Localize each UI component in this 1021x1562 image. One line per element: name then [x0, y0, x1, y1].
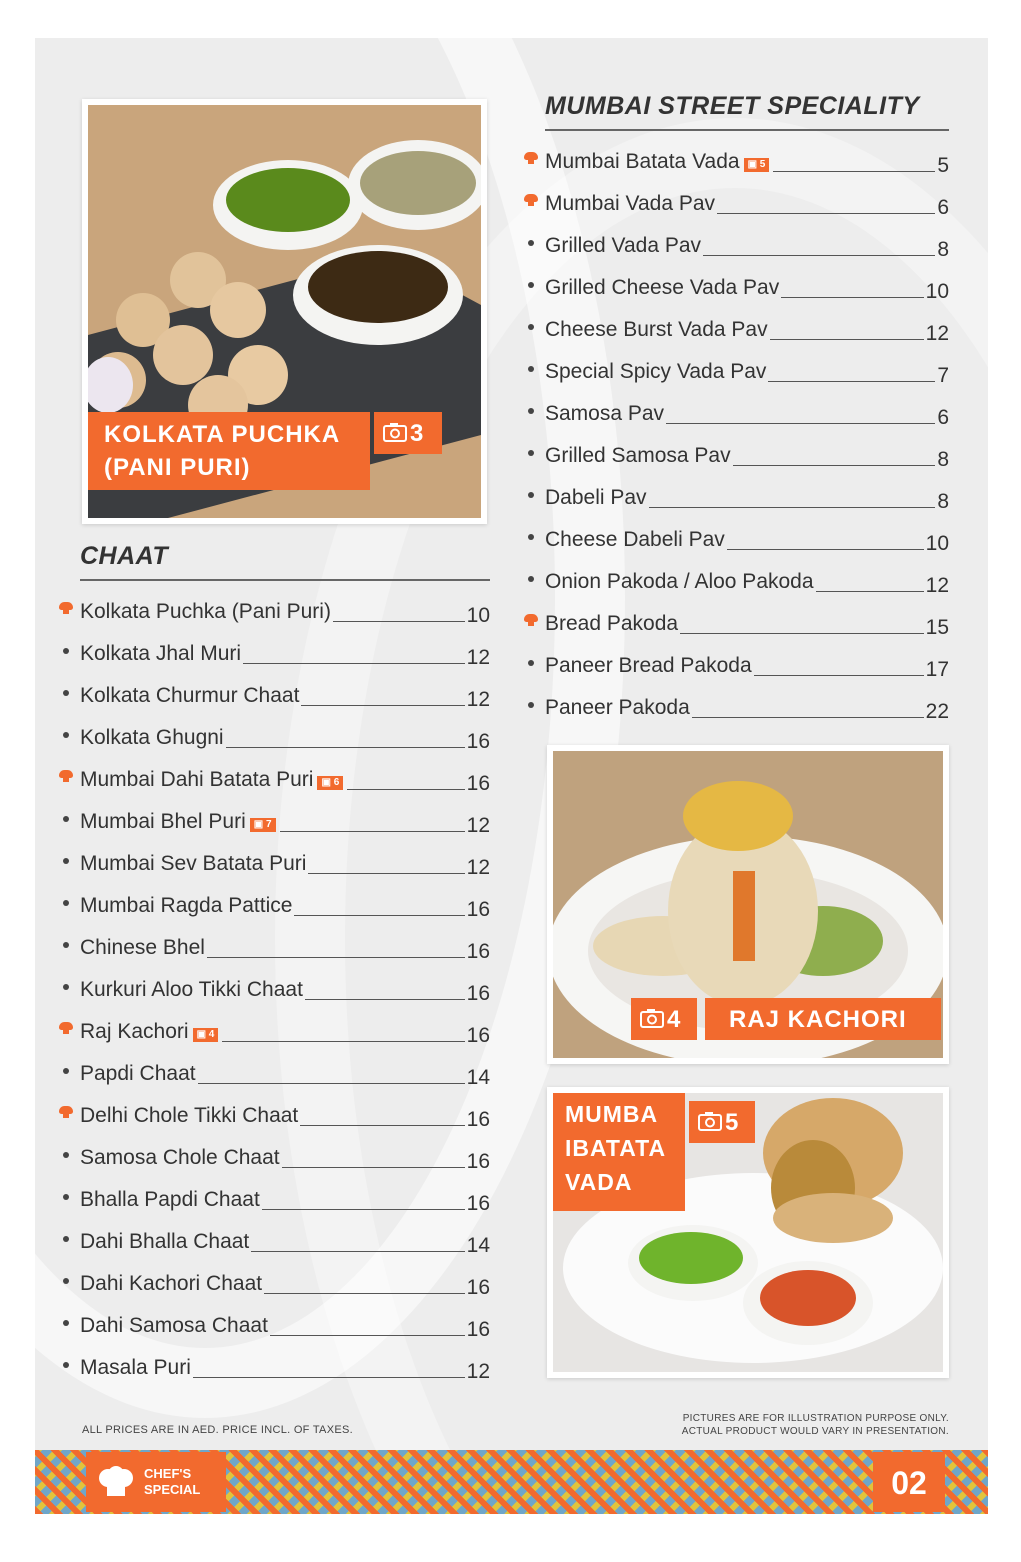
- menu-item-price: 8: [937, 448, 949, 471]
- menu-item: [545, 306, 949, 348]
- bullet-icon: [63, 984, 69, 990]
- item-marker: [523, 522, 539, 546]
- menu-item-price: 17: [925, 658, 949, 681]
- chef-hat-icon: [98, 1466, 134, 1498]
- menu-item-name: Paneer Bread Pakoda: [545, 654, 752, 677]
- leader-line: [666, 423, 935, 424]
- puchka-photo-number: 3: [410, 420, 425, 447]
- batata-vada-title-tag: [553, 1093, 685, 1211]
- menu-item-price: 16: [466, 1276, 490, 1299]
- item-marker: [523, 648, 539, 672]
- menu-item-price: 12: [466, 1360, 490, 1383]
- menu-item: [80, 714, 490, 756]
- menu-item: [545, 432, 949, 474]
- menu-item-price: 16: [466, 1108, 490, 1131]
- leader-line: [300, 1125, 464, 1126]
- menu-item: [80, 588, 490, 630]
- menu-item-name: Mumbai Vada Pav: [545, 192, 716, 215]
- chef-special-icon: [524, 614, 538, 624]
- leader-line: [703, 255, 935, 256]
- menu-item-price: 8: [937, 490, 949, 513]
- camera-icon: ▣: [321, 777, 334, 788]
- photo-reference-badge: [250, 818, 276, 832]
- menu-item-name: Cheese Dabeli Pav: [545, 528, 725, 551]
- menu-item: [80, 1050, 490, 1092]
- bullet-icon: [528, 660, 534, 666]
- photo-reference-number: 6: [333, 777, 340, 788]
- pictures-note: [682, 1412, 949, 1438]
- menu-item-name: Mumbai Dahi Batata Puri: [80, 768, 314, 791]
- menu-item: [545, 222, 949, 264]
- bullet-icon: [528, 450, 534, 456]
- chaat-menu-list: [80, 588, 490, 1386]
- batata-vada-photo-badge: [689, 1101, 755, 1143]
- leader-line: [816, 591, 924, 592]
- leader-line: [333, 621, 465, 622]
- item-marker: [523, 564, 539, 588]
- bullet-icon: [63, 1320, 69, 1326]
- leader-line: [733, 465, 936, 466]
- batata-vada-title-line2: IBATATA: [565, 1135, 667, 1161]
- item-marker: [58, 888, 74, 912]
- leader-line: [754, 675, 924, 676]
- photo-reference-badge: [744, 158, 770, 172]
- menu-item-name: Delhi Chole Tikki Chaat: [80, 1104, 299, 1127]
- photo-reference-number: 7: [265, 819, 272, 830]
- leader-line: [717, 213, 935, 214]
- menu-item-price: 16: [466, 1150, 490, 1173]
- menu-item: [545, 264, 949, 306]
- camera-icon: [383, 422, 407, 442]
- menu-item-price: 12: [925, 322, 949, 345]
- item-marker: [523, 438, 539, 462]
- menu-item-price: 22: [925, 700, 949, 723]
- bullet-icon: [528, 534, 534, 540]
- menu-item-price: 12: [466, 646, 490, 669]
- menu-item: [545, 600, 949, 642]
- pictures-note-line2: ACTUAL PRODUCT WOULD VARY IN PRESENTATION.: [681, 1426, 949, 1437]
- bullet-icon: [528, 282, 534, 288]
- item-marker: [58, 1224, 74, 1248]
- item-marker: [58, 1140, 74, 1164]
- bullet-icon: [528, 408, 534, 414]
- leader-line: [727, 549, 924, 550]
- mumbai-section-title: MUMBAI STREET SPECIALITY: [545, 92, 920, 120]
- puchka-title-tag: [88, 412, 370, 490]
- menu-item-name: Masala Puri: [80, 1356, 191, 1379]
- page-number-box: [873, 1452, 945, 1512]
- bullet-icon: [63, 690, 69, 696]
- menu-item-name: Mumbai Batata Vada: [545, 150, 740, 173]
- bullet-icon: [528, 366, 534, 372]
- menu-item-price: 6: [937, 196, 949, 219]
- item-marker: [58, 930, 74, 954]
- menu-item-name: Mumbai Sev Batata Puri: [80, 852, 307, 875]
- menu-item-name: Special Spicy Vada Pav: [545, 360, 767, 383]
- raj-kachori-photo: [547, 745, 949, 1064]
- chefs-special-label: [144, 1466, 200, 1498]
- menu-item: [80, 798, 490, 840]
- item-marker: [523, 480, 539, 504]
- menu-item-name: Grilled Samosa Pav: [545, 444, 731, 467]
- menu-item-name: Bhalla Papdi Chaat: [80, 1188, 260, 1211]
- menu-item-price: 14: [466, 1234, 490, 1257]
- bullet-icon: [528, 702, 534, 708]
- menu-item: [80, 966, 490, 1008]
- leader-line: [773, 171, 935, 172]
- bullet-icon: [528, 324, 534, 330]
- item-marker: [523, 312, 539, 336]
- leader-line: [226, 747, 465, 748]
- menu-item-name: Raj Kachori: [80, 1020, 189, 1043]
- camera-icon: ▣: [747, 159, 760, 170]
- menu-item-price: 12: [466, 856, 490, 879]
- item-marker: [523, 690, 539, 714]
- menu-item-price: 12: [466, 814, 490, 837]
- leader-line: [347, 789, 464, 790]
- leader-line: [207, 957, 465, 958]
- bullet-icon: [63, 1236, 69, 1242]
- item-marker: [58, 678, 74, 702]
- menu-item-name: Dahi Kachori Chaat: [80, 1272, 263, 1295]
- leader-line: [270, 1335, 465, 1336]
- menu-item-name: Cheese Burst Vada Pav: [545, 318, 768, 341]
- leader-line: [222, 1041, 464, 1042]
- menu-item-name: Kurkuri Aloo Tikki Chaat: [80, 978, 303, 1001]
- menu-item-price: 10: [925, 532, 949, 555]
- item-marker: [523, 606, 539, 630]
- item-marker: [523, 186, 539, 210]
- puchka-title-line2: (PANI PURI): [104, 454, 251, 481]
- bullet-icon: [63, 648, 69, 654]
- leader-line: [251, 1251, 464, 1252]
- leader-line: [308, 873, 464, 874]
- menu-item-price: 16: [466, 898, 490, 921]
- bullet-icon: [528, 576, 534, 582]
- leader-line: [692, 717, 924, 718]
- menu-item: [545, 516, 949, 558]
- item-marker: [58, 720, 74, 744]
- chef-special-icon: [524, 152, 538, 162]
- chef-special-icon: [59, 1106, 73, 1116]
- item-marker: [523, 144, 539, 168]
- leader-line: [280, 831, 465, 832]
- leader-line: [198, 1083, 465, 1084]
- raj-kachori-photo-badge: [631, 998, 697, 1040]
- prices-note: ALL PRICES ARE IN AED. PRICE INCL. OF TAXES.: [82, 1424, 353, 1436]
- bullet-icon: [528, 240, 534, 246]
- menu-item-name: Papdi Chaat: [80, 1062, 196, 1085]
- bullet-icon: [63, 900, 69, 906]
- page-number: 02: [891, 1465, 927, 1501]
- chefs-special-line1: CHEF'S: [144, 1466, 192, 1481]
- menu-item: [80, 672, 490, 714]
- menu-item-price: 16: [466, 982, 490, 1005]
- raj-kachori-title: RAJ KACHORI: [729, 1006, 907, 1033]
- menu-item-price: 12: [466, 688, 490, 711]
- item-marker: [523, 228, 539, 252]
- menu-item-price: 16: [466, 772, 490, 795]
- menu-item-price: 14: [466, 1066, 490, 1089]
- leader-line: [770, 339, 924, 340]
- photo-reference-number: 4: [208, 1029, 215, 1040]
- chef-special-icon: [59, 770, 73, 780]
- menu-item-name: Chinese Bhel: [80, 936, 205, 959]
- menu-item-name: Samosa Chole Chaat: [80, 1146, 280, 1169]
- chefs-special-legend: [86, 1452, 226, 1512]
- menu-item-price: 7: [937, 364, 949, 387]
- menu-item-name: Kolkata Puchka (Pani Puri): [80, 600, 331, 623]
- chaat-section-rule: [80, 579, 490, 581]
- menu-item: [80, 1134, 490, 1176]
- bullet-icon: [63, 858, 69, 864]
- menu-item-name: Kolkata Churmur Chaat: [80, 684, 300, 707]
- bullet-icon: [63, 1194, 69, 1200]
- menu-item-name: Dahi Bhalla Chaat: [80, 1230, 250, 1253]
- bullet-icon: [63, 1278, 69, 1284]
- leader-line: [301, 705, 464, 706]
- menu-item-name: Kolkata Ghugni: [80, 726, 224, 749]
- bullet-icon: [63, 732, 69, 738]
- photo-reference-badge: [193, 1028, 219, 1042]
- menu-item-price: 16: [466, 1024, 490, 1047]
- menu-item-name: Dahi Samosa Chaat: [80, 1314, 268, 1337]
- item-marker: [58, 972, 74, 996]
- menu-item-price: 8: [937, 238, 949, 261]
- menu-item: [545, 642, 949, 684]
- item-marker: [58, 1308, 74, 1332]
- menu-item-name: Dabeli Pav: [545, 486, 647, 509]
- batata-vada-title-line3: VADA: [565, 1169, 633, 1195]
- camera-icon: [640, 1008, 664, 1028]
- item-marker: [523, 396, 539, 420]
- menu-item: [80, 1008, 490, 1050]
- menu-item: [545, 474, 949, 516]
- menu-item: [80, 1176, 490, 1218]
- menu-item: [80, 882, 490, 924]
- item-marker: [58, 1014, 74, 1038]
- menu-item: [80, 1218, 490, 1260]
- bullet-icon: [63, 942, 69, 948]
- menu-item-name: Paneer Pakoda: [545, 696, 690, 719]
- menu-item-name: Mumbai Bhel Puri: [80, 810, 246, 833]
- mumbai-menu-list: [545, 138, 949, 726]
- menu-item-price: 16: [466, 1318, 490, 1341]
- camera-icon: ▣: [196, 1029, 209, 1040]
- chef-special-icon: [59, 602, 73, 612]
- leader-line: [243, 663, 465, 664]
- puchka-photo: [82, 99, 487, 524]
- leader-line: [262, 1209, 465, 1210]
- menu-item-price: 15: [925, 616, 949, 639]
- leader-line: [193, 1377, 465, 1378]
- menu-item-price: 10: [925, 280, 949, 303]
- menu-item: [80, 1344, 490, 1386]
- item-marker: [58, 636, 74, 660]
- item-marker: [58, 1350, 74, 1374]
- menu-item-name: Onion Pakoda / Aloo Pakoda: [545, 570, 814, 593]
- leader-line: [768, 381, 935, 382]
- menu-item: [80, 1302, 490, 1344]
- bullet-icon: [63, 1362, 69, 1368]
- menu-item-name: Kolkata Jhal Muri: [80, 642, 242, 665]
- menu-item-price: 16: [466, 1192, 490, 1215]
- puchka-title-line1: KOLKATA PUCHKA: [104, 421, 341, 448]
- menu-item-name: Mumbai Ragda Pattice: [80, 894, 293, 917]
- menu-item: [80, 1260, 490, 1302]
- menu-item: [545, 138, 949, 180]
- leader-line: [649, 507, 936, 508]
- batata-vada-photo-number: 5: [725, 1109, 740, 1136]
- bullet-icon: [63, 816, 69, 822]
- raj-kachori-title-tag: [705, 998, 941, 1040]
- item-marker: [58, 846, 74, 870]
- item-marker: [58, 1182, 74, 1206]
- menu-item: [545, 390, 949, 432]
- photo-reference-number: 5: [759, 159, 766, 170]
- menu-item: [80, 630, 490, 672]
- camera-icon: ▣: [253, 819, 266, 830]
- menu-item-name: Grilled Cheese Vada Pav: [545, 276, 780, 299]
- leader-line: [294, 915, 464, 916]
- chefs-special-line2: SPECIAL: [144, 1482, 201, 1497]
- camera-icon: [698, 1111, 722, 1131]
- bullet-icon: [63, 1068, 69, 1074]
- menu-item-name: Samosa Pav: [545, 402, 665, 425]
- leader-line: [781, 297, 923, 298]
- item-marker: [58, 1098, 74, 1122]
- item-marker: [58, 762, 74, 786]
- batata-vada-photo: [547, 1087, 949, 1378]
- menu-item-price: 12: [925, 574, 949, 597]
- pictures-note-line1: PICTURES ARE FOR ILLUSTRATION PURPOSE ONLY.: [682, 1413, 949, 1424]
- puchka-photo-badge: [374, 412, 442, 454]
- leader-line: [282, 1167, 465, 1168]
- bullet-icon: [528, 492, 534, 498]
- menu-item-name: Bread Pakoda: [545, 612, 679, 635]
- leader-line: [264, 1293, 465, 1294]
- menu-item-price: 16: [466, 940, 490, 963]
- mumbai-section-rule: [545, 129, 949, 131]
- item-marker: [523, 270, 539, 294]
- menu-item-price: 10: [466, 604, 490, 627]
- menu-item: [80, 840, 490, 882]
- chef-special-icon: [524, 194, 538, 204]
- menu-item-price: 5: [937, 154, 949, 177]
- item-marker: [58, 1056, 74, 1080]
- menu-item: [545, 180, 949, 222]
- menu-item: [545, 558, 949, 600]
- item-marker: [58, 804, 74, 828]
- menu-item-price: 6: [937, 406, 949, 429]
- batata-vada-title-line1: MUMBA: [565, 1101, 659, 1127]
- menu-item: [80, 924, 490, 966]
- menu-item: [80, 756, 490, 798]
- photo-reference-badge: [317, 776, 343, 790]
- chef-special-icon: [59, 1022, 73, 1032]
- leader-line: [305, 999, 465, 1000]
- chaat-section-title: CHAAT: [80, 542, 169, 570]
- raj-kachori-photo-number: 4: [667, 1006, 682, 1033]
- item-marker: [523, 354, 539, 378]
- menu-item: [545, 348, 949, 390]
- item-marker: [58, 594, 74, 618]
- menu-item: [545, 684, 949, 726]
- menu-item-price: 16: [466, 730, 490, 753]
- bullet-icon: [63, 1152, 69, 1158]
- leader-line: [680, 633, 924, 634]
- menu-item-name: Grilled Vada Pav: [545, 234, 702, 257]
- item-marker: [58, 1266, 74, 1290]
- menu-item: [80, 1092, 490, 1134]
